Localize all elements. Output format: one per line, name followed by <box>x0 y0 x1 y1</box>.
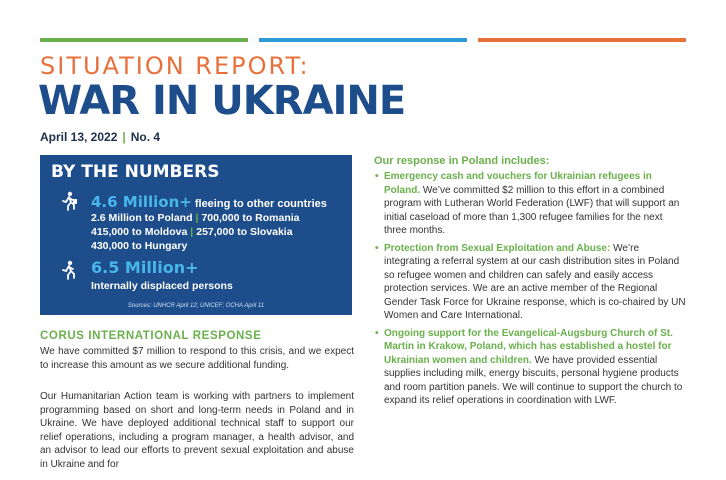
orange-accent-bar <box>478 38 686 42</box>
person-fleeing-icon <box>59 191 79 211</box>
displaced-label: Internally displaced persons <box>91 280 233 292</box>
item-text: We have provided essential supplies including milk, energy biscuits, personal hygiene products and room partition panels. We will continue to support the church to expand its relief operations in coordination with LWF. <box>384 354 683 406</box>
list-item <box>374 242 686 323</box>
poland-response-heading: Our response in Poland includes: <box>374 155 550 167</box>
refugees-label: fleeing to other countries <box>194 198 327 210</box>
sources-note: Sources: UNHCR April 12; UNICEF; OCHA April 11 <box>127 303 265 309</box>
item-highlight: Protection from Sexual Exploitation and Abuse: <box>384 242 611 254</box>
poland-response-list <box>374 170 686 412</box>
by-the-numbers-box <box>40 155 352 315</box>
item-highlight: Emergency cash and vouchers for Ukrainian refugees in Poland. <box>384 171 652 196</box>
item-text: We’re integrating a referral system at our cash distribution sites in Poland so refugee women and children can safely and easily access protection services. We are an active member of the Regional Gender Task Force for Ukraine response, which is co-chaired by UN Women and Care International. <box>384 242 686 321</box>
refugee-breakdown <box>91 211 300 253</box>
displaced-figure: 6.5 Million+ <box>91 258 199 277</box>
refugees-stat <box>91 193 327 213</box>
displaced-person-icon <box>59 260 79 280</box>
blue-accent-bar <box>259 38 467 42</box>
page-title: WAR IN UKRAINE <box>38 78 406 124</box>
funding-paragraph: We have committed $7 million to respond to this crisis, and we expect to increase this amount as we secure additional funding. <box>40 346 354 371</box>
dateline <box>40 130 160 144</box>
list-item <box>374 170 686 238</box>
corus-response-heading: CORUS INTERNATIONAL RESPONSE <box>40 330 262 342</box>
green-accent-bar <box>40 38 248 42</box>
dateline-separator: | <box>122 130 126 144</box>
breakdown-row: 2.6 Million to Poland | 700,000 to Romania <box>91 212 300 224</box>
report-kicker: SITUATION REPORT: <box>40 52 310 80</box>
item-text: We’ve committed $2 million to this effort in a combined program with Lutheran World Federation (LWF) that will support an initial caseload of more than 1,300 refugee families for the next three months. <box>384 184 680 236</box>
numbers-heading: BY THE NUMBERS <box>51 162 220 182</box>
breakdown-row: 415,000 to Moldova | 257,000 to Slovakia <box>91 226 293 238</box>
item-highlight: Ongoing support for the Evangelical-Augsburg Church of St. Martin in Krakow, Poland, which has established a hostel for Ukrainian women and children. <box>384 327 673 366</box>
list-item <box>374 327 686 408</box>
humanitarian-paragraph: Our Humanitarian Action team is working with partners to implement programming based on short and long-term needs in Poland and in Ukraine. We have deployed additional technical staff to support our relief operations, including a program manager, a health advisor, and an advisor to lead our efforts to prevent sexual exploitation and abuse in Ukraine and for <box>40 391 354 470</box>
report-date: April 13, 2022 <box>40 130 118 144</box>
issue-number: No. 4 <box>130 130 161 144</box>
breakdown-row: 430,000 to Hungary <box>91 240 188 252</box>
refugees-figure: 4.6 Million+ <box>91 193 192 211</box>
